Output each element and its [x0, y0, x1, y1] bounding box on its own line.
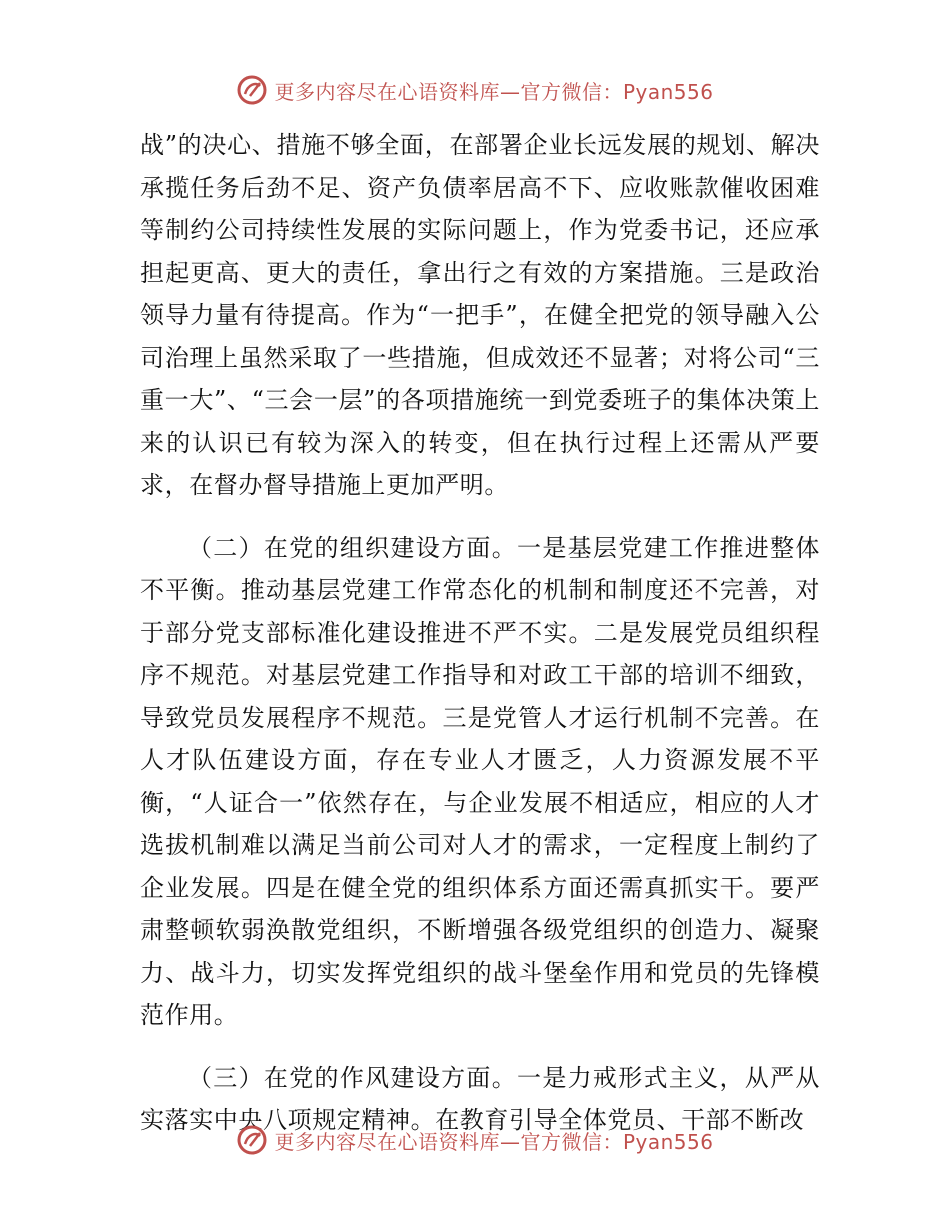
- header-banner: [0, 70, 950, 110]
- paragraph-2: （二）在党的组织建设方面。一是基层党建工作推进整体不平衡。推动基层党建工作常态化的机制和制度还不完善，对于部分党支部标准化建设推进不严不实。二是发展党员组织程序不规范。对基层党建工作指导和对政工干部的培训不细致，导致党员发展程序不规范。三是党管人才运行机制不完善。在人才队伍建设方面，存在专业人才匮乏，人力资源发展不平衡，“人证合一”依然存在，与企业发展不相适应，相应的人才选拔机制难以满足当前公司对人才的需求，一定程度上制约了企业发展。四是在健全党的组织体系方面还需真抓实干。要严肃整顿软弱涣散党组织，不断增强各级党组织的创造力、凝聚力、战斗力，切实发挥党组织的战斗堡垒作用和党员的先锋模范作用。: [140, 533, 820, 1029]
- footer-banner: [0, 1120, 950, 1160]
- header-banner-text: 更多内容尽在心语资料库—官方微信：Pyan556: [274, 79, 714, 104]
- circle-logo-icon: [236, 1124, 268, 1156]
- paragraph-3: （三）在党的作风建设方面。一是力戒形式主义，从严从实落实中央八项规定精神。在教育引导全体党员、干部不断改: [140, 1063, 820, 1134]
- footer-banner-text: 更多内容尽在心语资料库—官方微信：Pyan556: [274, 1129, 714, 1154]
- circle-logo-icon: [236, 74, 268, 106]
- document-body: [140, 124, 820, 1142]
- paragraph-1: 战”的决心、措施不够全面，在部署企业长远发展的规划、解决承揽任务后劲不足、资产负债率居高不下、应收账款催收困难等制约公司持续性发展的实际问题上，作为党委书记，还应承担起更高、更大的责任，拿出行之有效的方案措施。三是政治领导力量有待提高。作为“一把手”，在健全把党的领导融入公司治理上虽然采取了一些措施，但成效还不显著；对将公司“三重一大”、“三会一层”的各项措施统一到党委班子的集体决策上来的认识已有较为深入的转变，但在执行过程上还需从严要求，在督办督导措施上更加严明。: [140, 131, 820, 499]
